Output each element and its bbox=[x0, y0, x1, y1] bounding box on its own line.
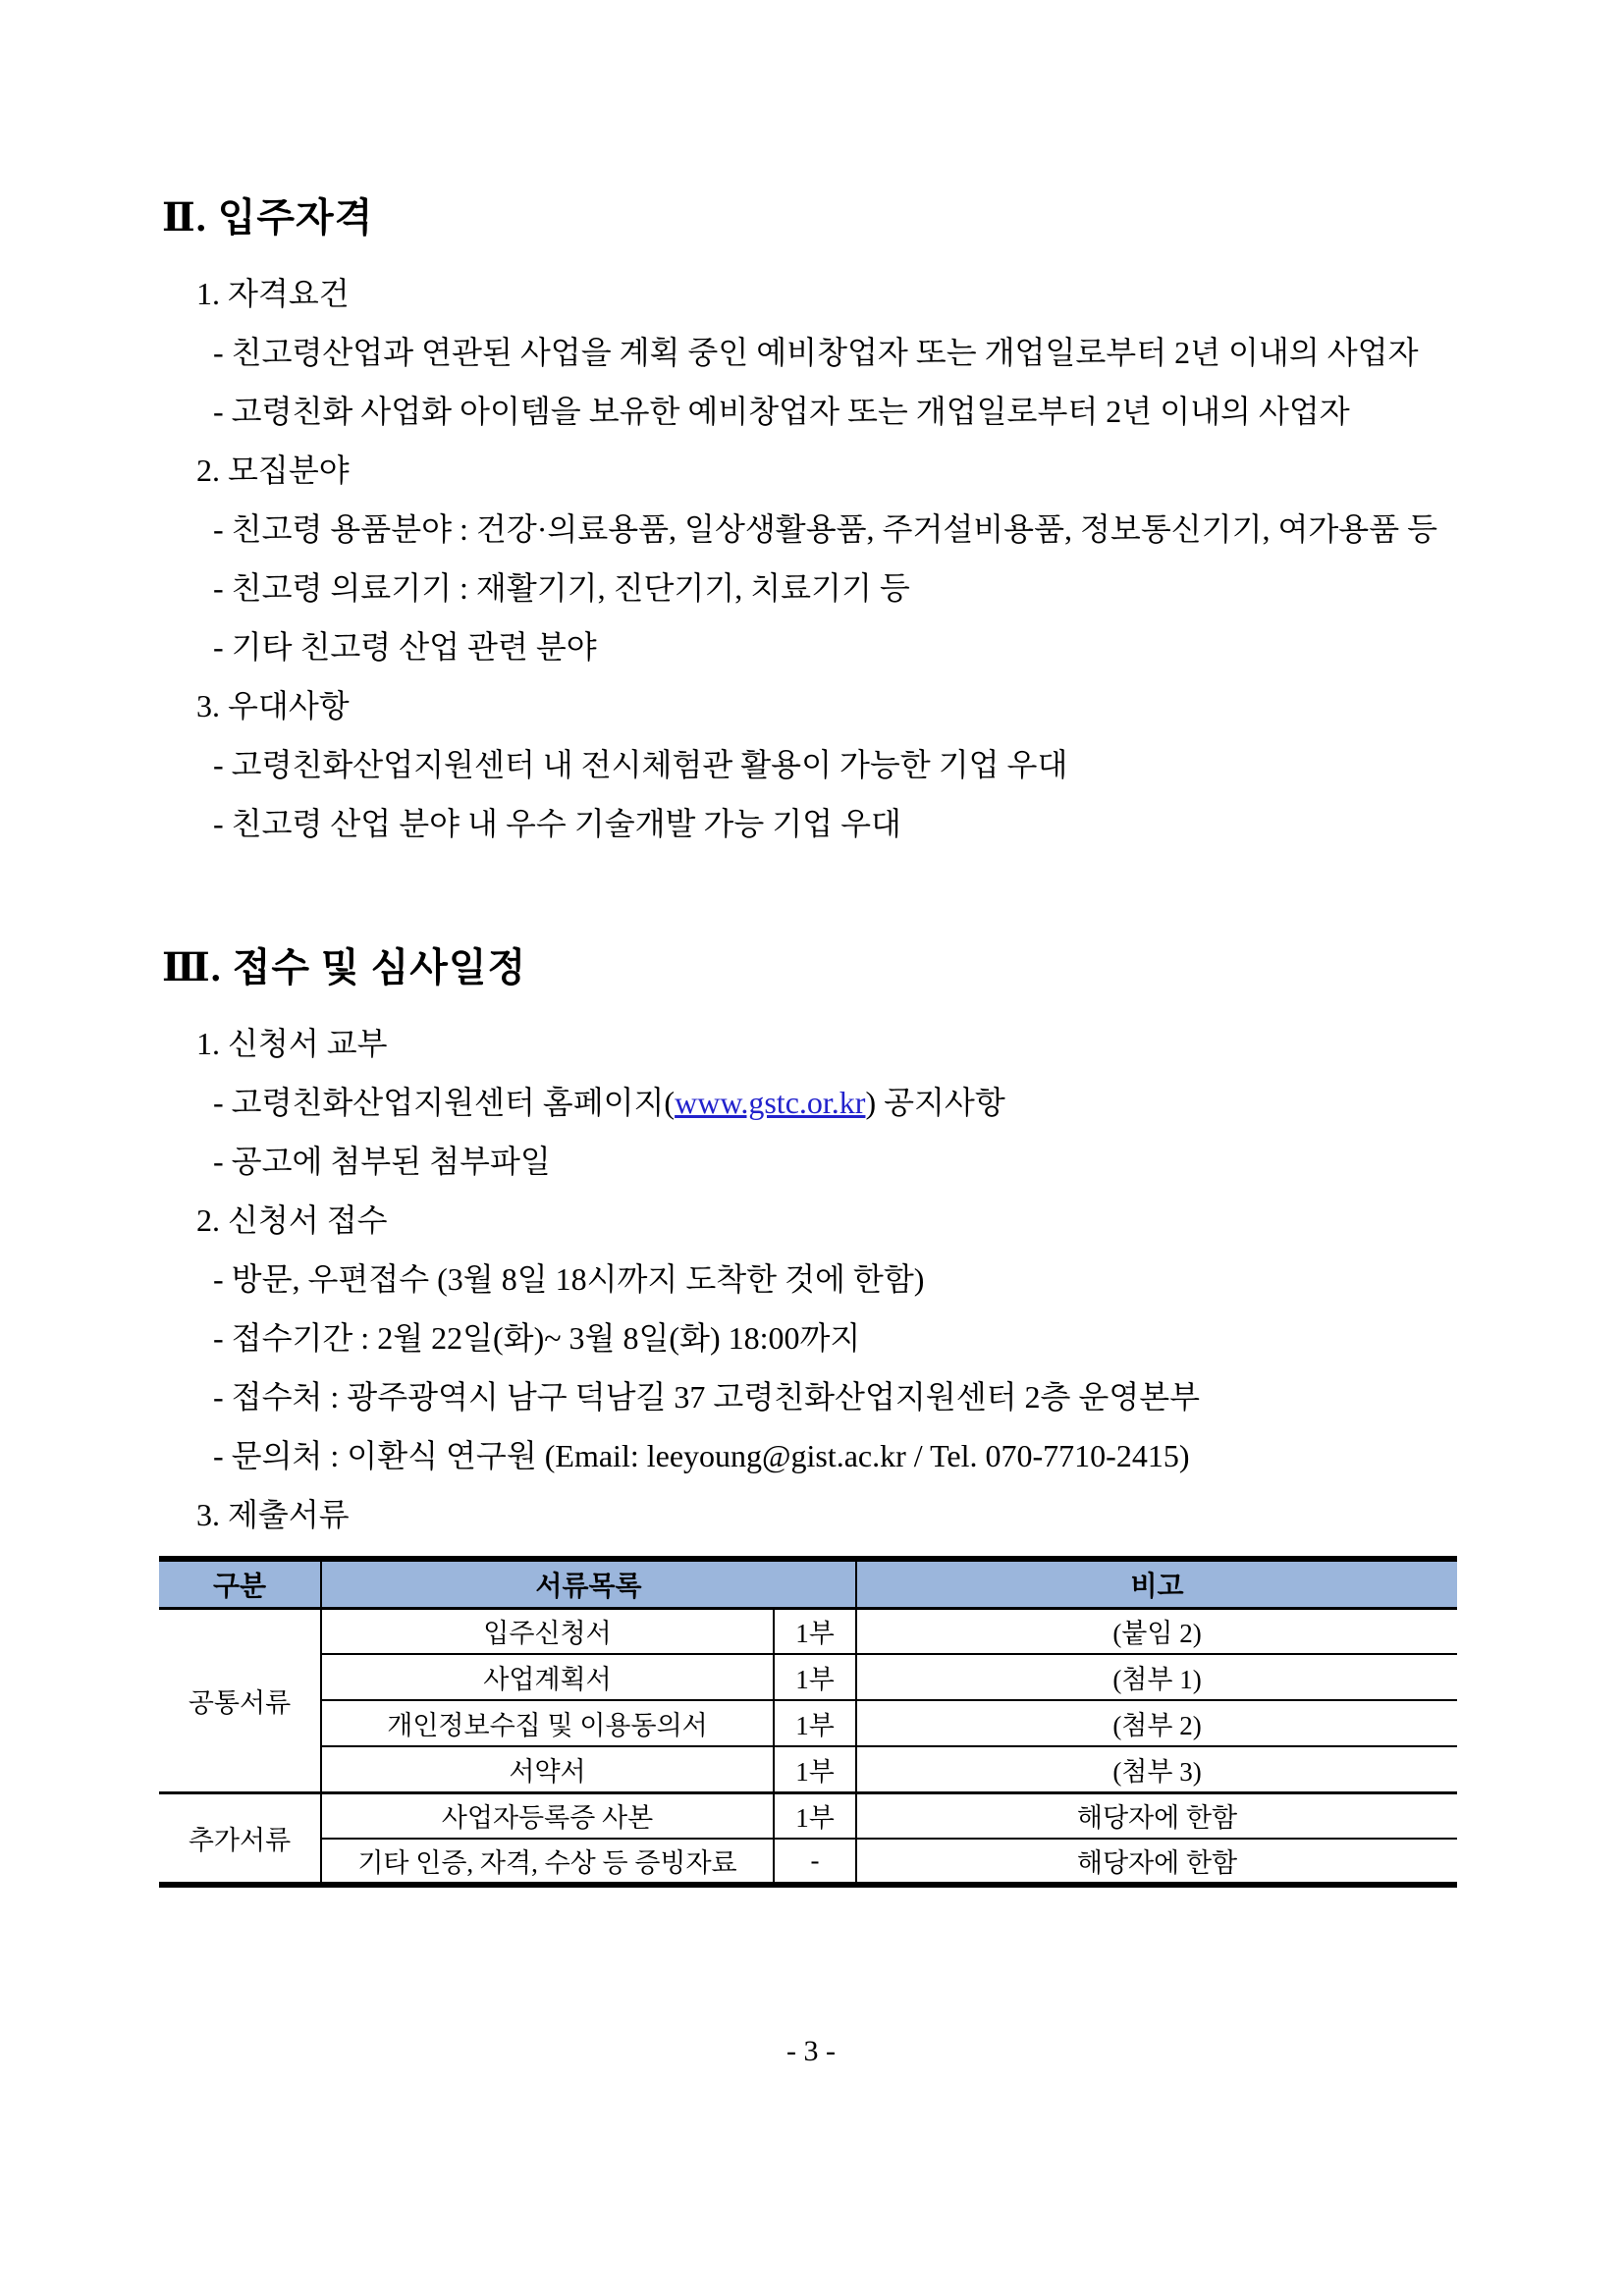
header-document-list: 서류목록 bbox=[321, 1559, 856, 1608]
cell-copies: 1부 bbox=[774, 1608, 856, 1654]
numbered-item: 1. 신청서 교부 bbox=[196, 1026, 388, 1061]
table-header-row bbox=[159, 1559, 1457, 1608]
cell-document: 서약서 bbox=[321, 1746, 774, 1792]
cell-remarks: 해당자에 한함 bbox=[856, 1839, 1457, 1885]
cell-copies: - bbox=[774, 1839, 856, 1885]
submission-documents-table bbox=[159, 1556, 1457, 1888]
cell-copies: 1부 bbox=[774, 1746, 856, 1792]
cell-remarks: 해당자에 한함 bbox=[856, 1792, 1457, 1839]
list-item: - 고령친화산업지원센터 내 전시체험관 활용이 가능한 기업 우대 bbox=[213, 747, 1068, 782]
cell-document: 개인정보수집 및 이용동의서 bbox=[321, 1700, 774, 1746]
numbered-item: 2. 모집분야 bbox=[196, 453, 350, 488]
header-remarks: 비고 bbox=[856, 1559, 1457, 1608]
list-item: - 친고령 용품분야 : 건강·의료용품, 일상생활용품, 주거설비용품, 정보통신기기, 여가용품 등 bbox=[213, 511, 1438, 547]
cell-document: 사업계획서 bbox=[321, 1654, 774, 1700]
numbered-item: 3. 우대사항 bbox=[196, 688, 350, 723]
numbered-item: 2. 신청서 접수 bbox=[196, 1202, 388, 1238]
cell-remarks: (첨부 2) bbox=[856, 1700, 1457, 1746]
cell-copies: 1부 bbox=[774, 1792, 856, 1839]
list-item: - 친고령 의료기기 : 재활기기, 진단기기, 치료기기 등 bbox=[213, 570, 910, 606]
cell-remarks: (붙임 2) bbox=[1112, 1619, 1202, 1649]
list-item: - 접수기간 : 2월 22일(화)~ 3월 8일(화) 18:00까지 bbox=[213, 1320, 861, 1356]
list-item: - 방문, 우편접수 (3월 8일 18시까지 도착한 것에 한함) bbox=[213, 1261, 925, 1297]
cell-copies: 1부 bbox=[774, 1654, 856, 1700]
cell-document: 사업자등록증 사본 bbox=[321, 1792, 774, 1839]
table-row bbox=[159, 1746, 1457, 1792]
link-suffix-text: ) 공지사항 bbox=[865, 1085, 1005, 1120]
list-item: - 문의처 : 이환식 연구원 (Email: leeyoung@gist.ac.kr / Tel. 070-7710-2415) bbox=[213, 1438, 1190, 1473]
list-item: - 고령친화 사업화 아이템을 보유한 예비창업자 또는 개업일로부터 2년 이내의 사업자 bbox=[213, 394, 1350, 429]
cell-group-label: 추가서류 bbox=[159, 1792, 321, 1885]
page-number: - 3 - bbox=[786, 2035, 836, 2067]
cell-group-label: 공통서류 bbox=[159, 1608, 321, 1792]
table-row bbox=[159, 1654, 1457, 1700]
numbered-item: 3. 제출서류 bbox=[196, 1497, 350, 1532]
list-item: - 친고령 산업 분야 내 우수 기술개발 가능 기업 우대 bbox=[213, 806, 901, 841]
cell-copies: 1부 bbox=[774, 1700, 856, 1746]
website-link[interactable]: www.gstc.or.kr bbox=[675, 1085, 866, 1120]
list-item: - 공고에 첨부된 첨부파일 bbox=[213, 1144, 551, 1179]
section-occupancy-qualification bbox=[162, 193, 1492, 853]
header-category: 구분 bbox=[159, 1559, 321, 1608]
table-row bbox=[159, 1839, 1457, 1885]
list-item: - 기타 친고령 산업 관련 분야 bbox=[213, 629, 597, 665]
cell-remarks: (첨부 1) bbox=[856, 1654, 1457, 1700]
section-heading: Ⅱ. 입주자격 bbox=[162, 195, 374, 240]
list-item: - 접수처 : 광주광역시 남구 덕남길 37 고령친화산업지원센터 2층 운영본부 bbox=[213, 1379, 1201, 1415]
numbered-item: 1. 자격요건 bbox=[196, 276, 350, 311]
table-row bbox=[159, 1700, 1457, 1746]
cell-remarks: (첨부 3) bbox=[856, 1746, 1457, 1792]
link-prefix-text: - 고령친화산업지원센터 홈페이지( bbox=[213, 1085, 676, 1120]
cell-document: 입주신청서 bbox=[321, 1608, 774, 1654]
list-item: - 친고령산업과 연관된 사업을 계획 중인 예비창업자 또는 개업일로부터 2년 이내의 사업자 bbox=[213, 335, 1419, 370]
section-application-schedule bbox=[162, 943, 1492, 1544]
section-heading: Ⅲ. 접수 및 심사일정 bbox=[162, 945, 527, 989]
list-item-with-link bbox=[162, 1073, 1492, 1132]
table-row bbox=[159, 1608, 1457, 1654]
cell-document: 기타 인증, 자격, 수상 등 증빙자료 bbox=[321, 1839, 774, 1885]
table-row bbox=[159, 1792, 1457, 1839]
